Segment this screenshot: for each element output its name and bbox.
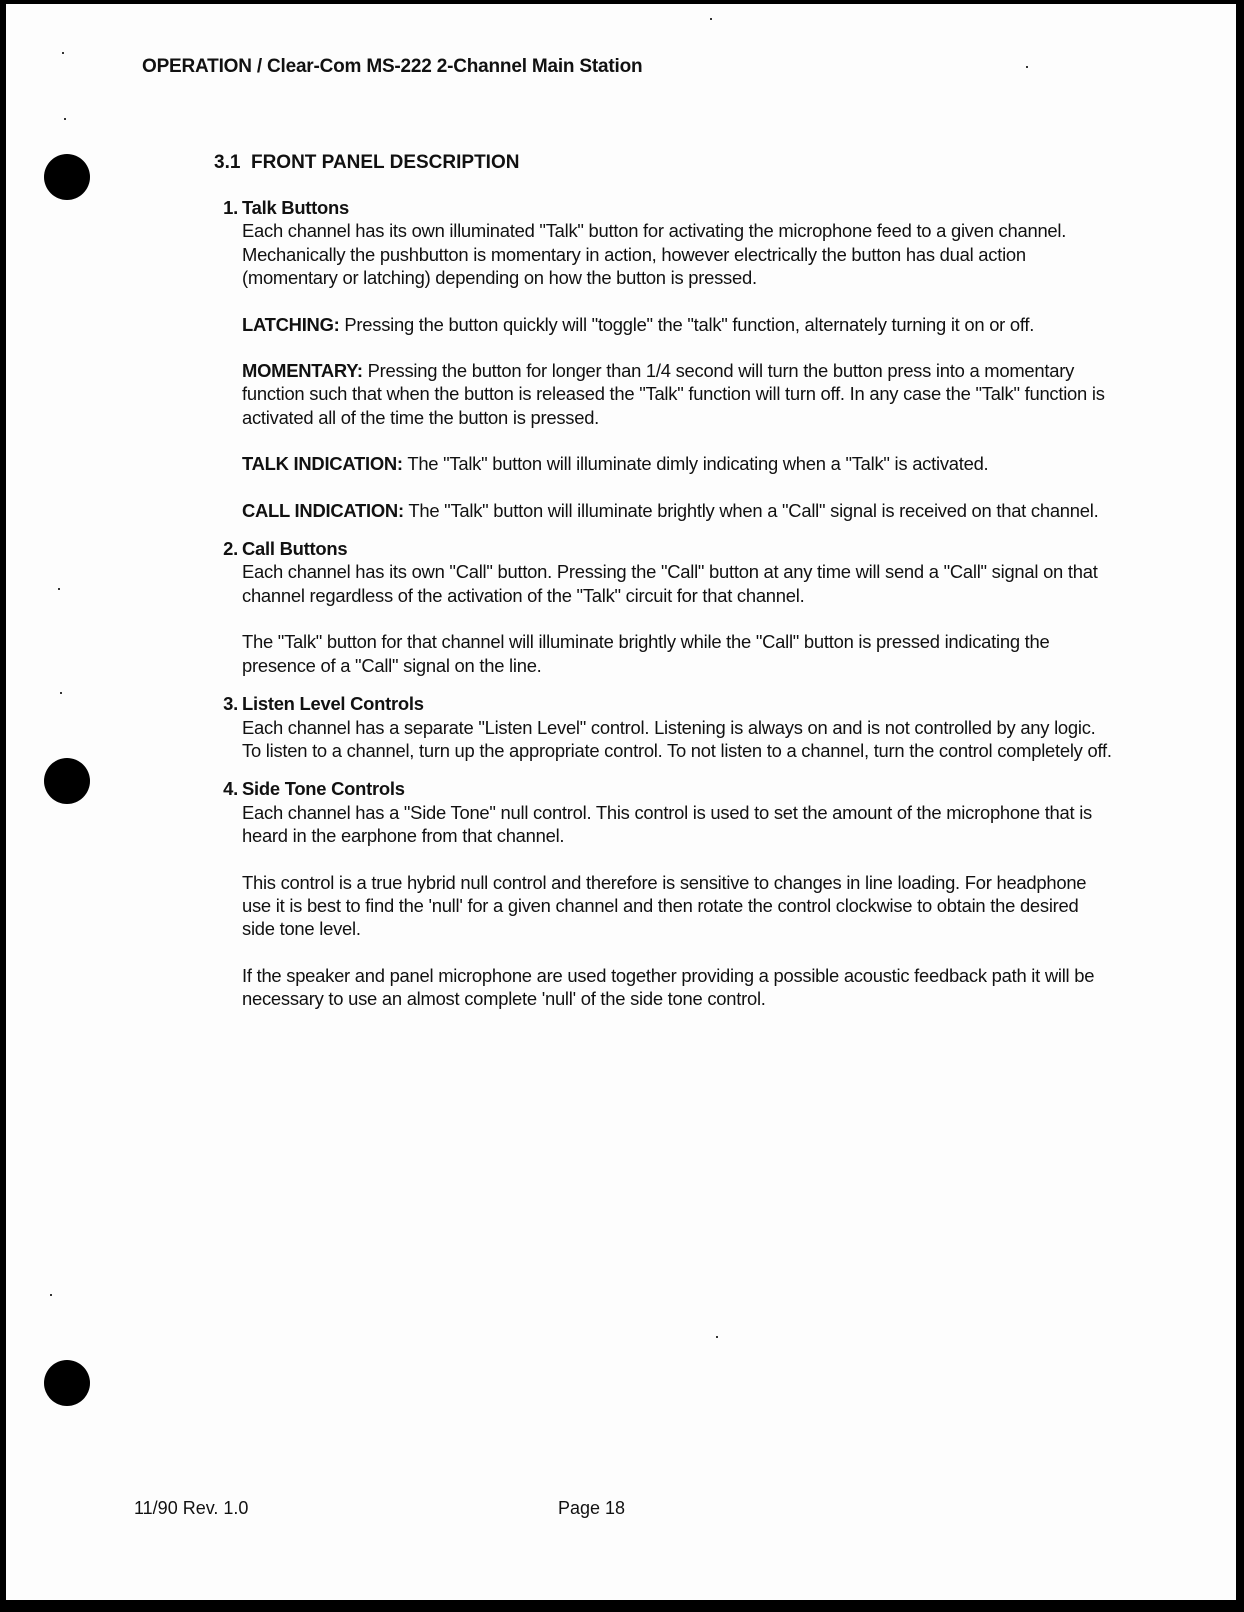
scan-speck <box>64 118 66 120</box>
term-talk-indication: TALK INDICATION: <box>242 453 403 475</box>
item-listen-level-controls <box>206 692 1116 762</box>
item-body <box>242 801 1116 1011</box>
item-title: Call Buttons <box>242 538 348 560</box>
scan-speck <box>58 588 60 590</box>
paragraph: This control is a true hybrid null control and therefore is sensitive to changes in line loading. For headphone use it is best to find the 'null' for a given channel and then rotate the control clockwise to obtain the desired side tone level. <box>242 871 1087 940</box>
scan-speck <box>60 692 62 694</box>
call-indication-text: The "Talk" button will illuminate brightly when a "Call" signal is received on that channel. <box>403 499 1099 521</box>
talk-indication-text: The "Talk" button will illuminate dimly indicating when a "Talk" is activated. <box>402 453 989 475</box>
binder-hole <box>44 154 90 200</box>
term-latching: LATCHING: <box>242 313 340 335</box>
momentary-paragraph <box>242 359 1116 429</box>
paragraph: Each channel has its own "Call" button. Pressing the "Call" button at any time will send a "Call" signal on that channel regardless of the activation of the "Talk" circuit for that channel. <box>242 561 1098 606</box>
term-call-indication: CALL INDICATION: <box>242 499 404 521</box>
talk-indication-paragraph <box>242 452 1116 475</box>
item-body <box>242 716 1116 763</box>
binder-hole <box>44 758 90 804</box>
item-title: Side Tone Controls <box>242 778 405 800</box>
paragraph: Each channel has a separate "Listen Level" control. Listening is always on and is not controlled by any logic. To listen to a channel, turn up the appropriate control. To not listen to a channel, turn the control completely off. <box>242 716 1112 761</box>
footer-revision: 11/90 Rev. 1.0 <box>134 1498 249 1518</box>
scan-speck <box>716 1336 718 1338</box>
item-number: 3. <box>223 693 238 715</box>
paragraph: If the speaker and panel microphone are used together providing a possible acoustic feedback path it will be necessary to use an almost complete 'null' of the side tone control. <box>242 964 1095 1010</box>
term-momentary: MOMENTARY: <box>242 360 363 382</box>
section-content <box>206 196 1116 1026</box>
scan-speck <box>1026 66 1028 68</box>
item-heading <box>206 777 1116 800</box>
call-indication-paragraph <box>242 499 1116 522</box>
momentary-text: Pressing the button for longer than 1/4 second will turn the button press into a momentary function such that when the button is released the "Talk" function will turn off. In any case the "Talk" function is activated all of the time the button is pressed. <box>242 360 1105 428</box>
paragraph: Each channel has its own illuminated "Talk" button for activating the microphone feed to a given channel. Mechanically the pushbutton is momentary in action, however electrically the button has dual action (momentary or latching) depending on how the button is pressed. <box>242 220 1067 289</box>
item-number: 2. <box>223 538 238 560</box>
item-heading <box>206 537 1116 560</box>
item-call-buttons <box>206 537 1116 677</box>
running-header: OPERATION / Clear-Com MS-222 2-Channel Main Station <box>142 56 643 77</box>
binder-hole <box>44 1360 90 1406</box>
scan-speck <box>710 18 712 20</box>
item-heading <box>206 196 1116 219</box>
latching-text: Pressing the button quickly will "toggle" the "talk" function, alternately turning it on or off. <box>339 313 1035 335</box>
item-talk-buttons <box>206 196 1116 522</box>
item-side-tone-controls <box>206 777 1116 1010</box>
item-number: 1. <box>223 197 238 218</box>
paragraph: The "Talk" button for that channel will illuminate brightly while the "Call" button is pressed indicating the presence of a "Call" signal on the line. <box>242 631 1050 676</box>
item-body <box>242 219 1116 522</box>
item-heading <box>206 692 1116 715</box>
document-page <box>6 4 1236 1600</box>
scan-speck <box>50 1294 52 1296</box>
section-title: 3.1 FRONT PANEL DESCRIPTION <box>214 152 520 173</box>
item-number: 4. <box>223 778 238 800</box>
item-body <box>242 560 1116 677</box>
item-title: Listen Level Controls <box>242 693 424 715</box>
latching-paragraph <box>242 313 1116 336</box>
page-number: Page 18 <box>558 1498 626 1518</box>
scan-speck <box>62 52 64 54</box>
item-title: Talk Buttons <box>242 197 350 218</box>
paragraph: Each channel has a "Side Tone" null control. This control is used to set the amount of the microphone that is heard in the earphone from that channel. <box>242 801 1093 847</box>
